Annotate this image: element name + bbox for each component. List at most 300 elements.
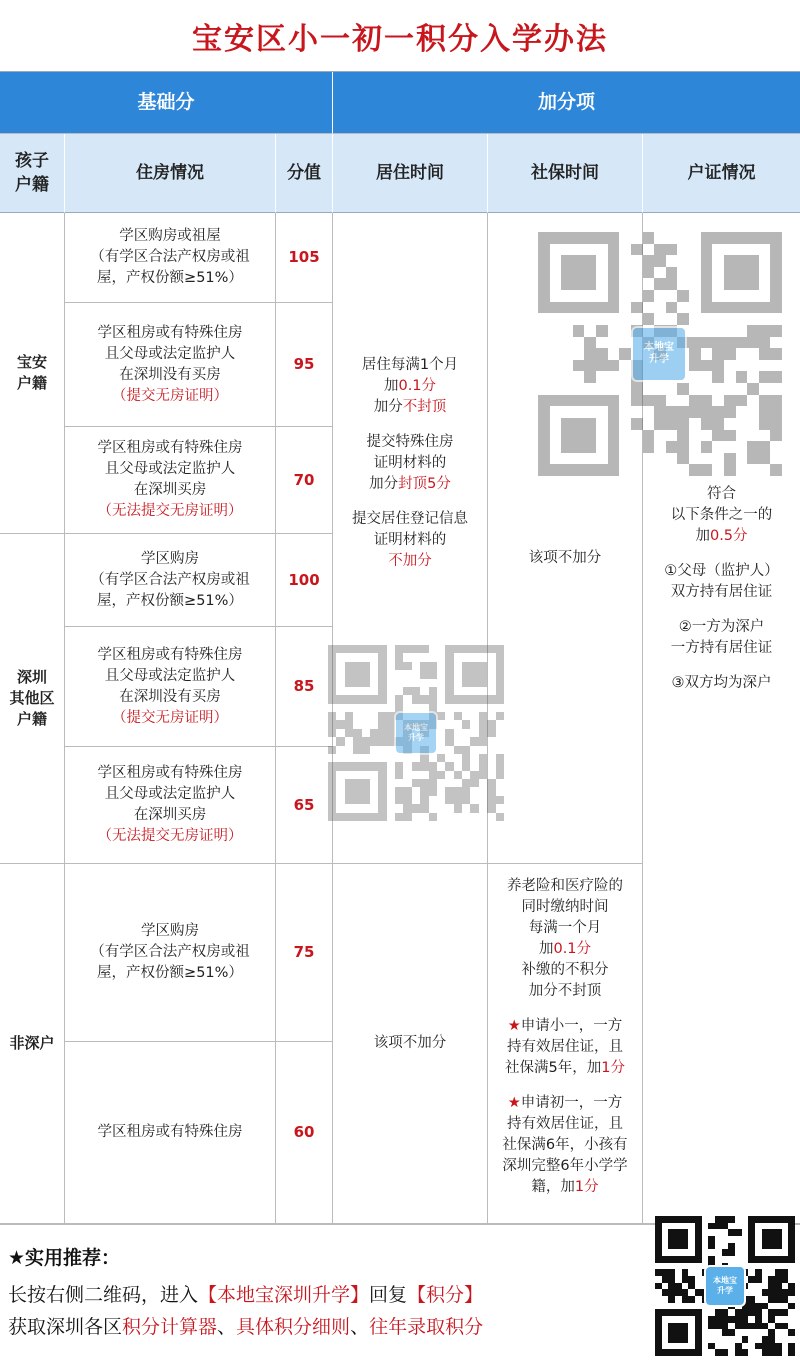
qr-module [759,418,771,430]
qr-module [596,348,608,360]
qr-module [445,729,453,737]
qr-module [608,244,620,256]
qr-module [370,779,378,787]
qr-module [742,1236,749,1243]
qr-module [770,244,782,256]
qr-module [403,679,411,687]
qr-module [403,796,411,804]
qr-module [462,737,470,745]
qr-module [454,754,462,762]
qr-module [728,1243,735,1250]
qr-module [395,804,403,812]
qr-module [695,1349,702,1356]
qr-module [688,1223,695,1230]
qr-module [462,779,470,787]
qr-module [353,662,361,670]
qr-module [654,244,666,256]
qr-module [479,653,487,661]
qr-module [695,1329,702,1336]
qr-module [487,712,495,720]
qr-module [736,325,748,337]
qr-module [479,804,487,812]
qr-module [487,662,495,670]
qr-module [662,1243,669,1250]
qr-module [378,813,386,821]
qr-module [596,383,608,395]
qr-module [437,712,445,720]
qr-module [775,1236,782,1243]
qr-module [538,244,550,256]
qr-module [775,1269,782,1276]
qr-module [353,813,361,821]
qr-module [387,779,395,787]
qr-module [631,430,643,442]
qr-module [573,348,585,360]
qr-module [345,729,353,737]
qr-module [462,804,470,812]
qr-module [538,464,550,476]
qr-module [702,1349,709,1356]
qr-module [631,406,643,418]
qr-module [336,796,344,804]
qr-module [788,1216,795,1223]
qr-module [662,1276,669,1283]
qr-module [668,1303,675,1310]
qr-module [550,302,562,314]
qr-module [736,267,748,279]
qr-module [550,406,562,418]
qr-module [395,653,403,661]
qr-module [688,1329,695,1336]
qr-module [470,754,478,762]
qr-module [336,687,344,695]
qr-module [715,1309,722,1316]
qr-module [775,1223,782,1230]
qr-module [668,1236,675,1243]
qr-module [668,1216,675,1223]
qr-module [573,290,585,302]
qr-module [403,762,411,770]
qr-module [755,1276,762,1283]
qr-module [470,762,478,770]
qr-module [654,453,666,465]
qr-module [762,1216,769,1223]
qr-module [695,1256,702,1263]
qr-module [702,1329,709,1336]
qr-module [496,754,504,762]
qr-module [561,453,573,465]
qr-module [328,771,336,779]
qr-module [403,754,411,762]
social-non-shenzhen: 养老险和医疗险的 同时缴纳时间 每满一个月 加0.1分 补缴的不积分 加分不封顶 ★申请小一，一方 持有效居住证，且 社保满5年，加1分 ★申请初一，一方 持有效居住证，且 社保满6年，小孩有 深圳完整6年小学学 籍，加1分 [488,864,643,1224]
qr-module [496,762,504,770]
qr-module [454,779,462,787]
qr-module [666,441,678,453]
qr-module [655,1349,662,1356]
qr-module [742,1316,749,1323]
qr-module [561,360,573,372]
qr-module [479,687,487,695]
qr-module [608,267,620,279]
qr-module [662,1223,669,1230]
qr-module [688,1256,695,1263]
qr-module [550,441,562,453]
qr-module [689,441,701,453]
qr-module [596,464,608,476]
qr-module [701,430,713,442]
qr-module [538,325,550,337]
qr-module [666,395,678,407]
qr-module [662,1309,669,1316]
qr-module [573,383,585,395]
qr-module [715,1349,722,1356]
qr-module [487,720,495,728]
qr-module [596,371,608,383]
qr-module [561,325,573,337]
qr-module [728,1236,735,1243]
qr-module [788,1323,795,1330]
qr-module [445,712,453,720]
qr-module [701,371,713,383]
qr-module [788,1316,795,1323]
qr-module [724,244,736,256]
qr-module [403,813,411,821]
qr-module [736,430,748,442]
qr-module [662,1349,669,1356]
qr-module [735,1236,742,1243]
qr-module [759,453,771,465]
qr-module [479,813,487,821]
qr-module [662,1236,669,1243]
qr-module [487,679,495,687]
qr-module [378,662,386,670]
qr-module [755,1296,762,1303]
qr-module [701,278,713,290]
qr-module [479,754,487,762]
qr-module [762,1243,769,1250]
qr-module [788,1269,795,1276]
qr-module [470,687,478,695]
qr-module [550,395,562,407]
qr-module [420,796,428,804]
qr-module [715,1329,722,1336]
qr-module [768,1329,775,1336]
qr-module [370,746,378,754]
qr-module [668,1243,675,1250]
qr-module [387,695,395,703]
qr-module [775,1336,782,1343]
qr-module [728,1349,735,1356]
qr-module [655,1303,662,1310]
housing-note: （提交无房证明） [112,387,228,404]
qr-module [470,737,478,745]
qr-module [788,1289,795,1296]
qr-module [584,395,596,407]
qr-module [708,1256,715,1263]
qr-module [688,1269,695,1276]
qr-module [677,383,689,395]
qr-module [387,754,395,762]
qr-module [724,348,736,360]
qr-module [762,1249,769,1256]
qr-module [353,746,361,754]
qr-module [487,670,495,678]
qr-module [675,1249,682,1256]
qr-module [584,313,596,325]
qr-module [538,406,550,418]
qr-module [759,302,771,314]
qr-module [715,1216,722,1223]
qr-module [695,1269,702,1276]
qr-module [462,771,470,779]
qr-module [655,1323,662,1330]
qr-module [677,244,689,256]
qr-module [619,418,631,430]
qr-module [655,1336,662,1343]
qr-module [682,1223,689,1230]
qr-module [584,244,596,256]
qr-module [328,779,336,787]
qr-module [403,771,411,779]
qr-module [689,302,701,314]
qr-module [619,302,631,314]
qr-module [345,771,353,779]
qr-module [770,395,782,407]
qr-module [768,1283,775,1290]
qr-module [662,1263,669,1270]
qr-module [445,695,453,703]
qr-module [770,348,782,360]
qr-module [336,645,344,653]
qr-module [445,653,453,661]
qr-module [782,1216,789,1223]
qr-module [736,313,748,325]
qr-module [470,804,478,812]
qr-module [735,1223,742,1230]
qr-module [788,1329,795,1336]
qr-module [496,779,504,787]
qr-module [759,406,771,418]
header-residence: 居住时间 [333,134,488,213]
qr-module [655,1243,662,1250]
qr-module [550,348,562,360]
qr-module [689,453,701,465]
qr-module [768,1303,775,1310]
qr-module [782,1256,789,1263]
qr-module [395,754,403,762]
qr-module [768,1236,775,1243]
qr-module [748,1296,755,1303]
qr-module [470,796,478,804]
qr-module [403,687,411,695]
qr-module [748,1316,755,1323]
qr-module [538,383,550,395]
qr-module [420,804,428,812]
qr-module [454,813,462,821]
qr-module [675,1343,682,1350]
qr-module [748,1216,755,1223]
qr-module [701,337,713,349]
qr-module [748,1229,755,1236]
qr-module [688,1249,695,1256]
qr-module [487,787,495,795]
qr-module [724,406,736,418]
qr-module [788,1309,795,1316]
qr-module [378,695,386,703]
qr-module [736,244,748,256]
qr-module [345,737,353,745]
qr-module [682,1343,689,1350]
qr-module [728,1249,735,1256]
qr-module [412,687,420,695]
qr-module [362,687,370,695]
qr-module [462,813,470,821]
qr-module [643,313,655,325]
qr-module [688,1323,695,1330]
qr-module [748,1303,755,1310]
qr-module [788,1283,795,1290]
qr-module [538,278,550,290]
qr-module [573,371,585,383]
qr-module [561,267,573,279]
qr-module [387,762,395,770]
qr-module [608,278,620,290]
qr-module [688,1283,695,1290]
qr-module [573,267,585,279]
qr-module [702,1256,709,1263]
qr-module [550,255,562,267]
qr-module [655,1316,662,1323]
qr-module [742,1309,749,1316]
qr-module [362,804,370,812]
qr-module [336,779,344,787]
qr-module [748,1243,755,1250]
qr-module [437,787,445,795]
qr-module [708,1316,715,1323]
qr-module [675,1309,682,1316]
qr-module [378,679,386,687]
qr-module [608,395,620,407]
watermark-logo: 本地宝 升学 [394,711,438,755]
qr-module [403,662,411,670]
qr-module [762,1269,769,1276]
qr-module [378,704,386,712]
qr-module [454,645,462,653]
header-huzheng: 户证情况 [643,134,800,213]
qr-module [668,1343,675,1350]
qr-module [689,406,701,418]
qr-module [762,1336,769,1343]
qr-module [788,1276,795,1283]
qr-module [715,1243,722,1250]
qr-module [762,1343,769,1350]
qr-module [770,453,782,465]
qr-module [735,1349,742,1356]
qr-module [712,290,724,302]
qr-module [724,290,736,302]
qr-module [655,1223,662,1230]
qr-module [608,371,620,383]
qr-module [403,645,411,653]
qr-module [429,679,437,687]
qr-module [328,787,336,795]
qr-module [619,290,631,302]
qr-module [715,1236,722,1243]
qr-module [762,1349,769,1356]
qr-module [462,704,470,712]
qr-module [445,687,453,695]
qr-module [770,406,782,418]
qr-module [701,325,713,337]
qr-module [395,679,403,687]
qr-module [479,737,487,745]
social-shenzhen: 该项不加分 [488,213,643,864]
qr-module [395,762,403,770]
qr-module [701,453,713,465]
qr-module [370,653,378,661]
qr-module [702,1309,709,1316]
qr-module [479,787,487,795]
qr-module [619,406,631,418]
qr-module [668,1296,675,1303]
qr-module [775,1296,782,1303]
qr-module [675,1256,682,1263]
qr-module [768,1316,775,1323]
qr-module [728,1256,735,1263]
qr-module [695,1249,702,1256]
qr-module [708,1216,715,1223]
qr-module [724,313,736,325]
qr-module [631,418,643,430]
qr-module [328,704,336,712]
qr-module [662,1283,669,1290]
qr-module [736,302,748,314]
qr-module [643,406,655,418]
qr-module [395,813,403,821]
qr-module [736,418,748,430]
qr-module [445,771,453,779]
qr-module [747,337,759,349]
qr-module [655,1269,662,1276]
qr-module [689,313,701,325]
qr-module [470,695,478,703]
qr-module [550,371,562,383]
qr-module [454,695,462,703]
group-baoan: 宝安 户籍 [0,213,65,534]
qr-module [682,1329,689,1336]
qr-module [682,1309,689,1316]
qr-module [689,430,701,442]
qr-module [462,762,470,770]
qr-module [762,1316,769,1323]
qr-module [782,1316,789,1323]
qr-module [689,267,701,279]
qr-module [755,1283,762,1290]
qr-module [689,325,701,337]
qr-module [479,662,487,670]
qr-module [748,1336,755,1343]
qr-module [755,1303,762,1310]
qr-module [496,813,504,821]
qr-module [631,267,643,279]
qr-module [735,1229,742,1236]
qr-module [759,325,771,337]
qr-module [437,720,445,728]
qr-module [666,267,678,279]
qr-module [701,360,713,372]
qr-module [429,662,437,670]
qr-module [387,679,395,687]
